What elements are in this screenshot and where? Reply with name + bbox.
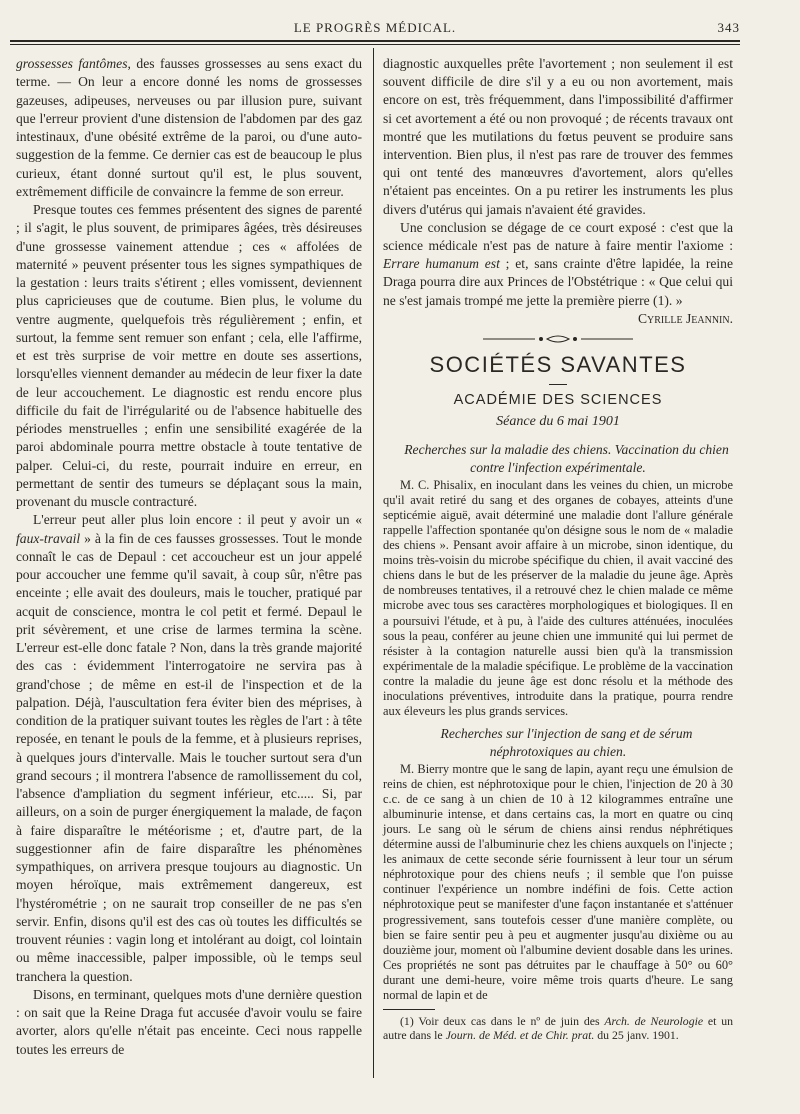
article-paragraph: diagnostic auxquelles prête l'avortement ; non seulement il est souvent difficile de dire s'il y a eu ou non avortement, mais encore on est, très fréquemment, dans l'impossibilité d'affirmer si cet avortement a été ou non provoqué ; de récents travaux ont montré que les mutilations du fœtus peuvent se produire sans intervention. Bien plus, il n'est pas rare de trouver des femmes qui ont tenté des manœuvres d'avortement, alors qu'elles n'étaient pas enceintes. On a pu retirer les instruments les plus divers d'utérus qui jamais n'avaient été gravides.	[383, 56, 733, 217]
article-paragraph: Une conclusion se dégage de ce court exposé : c'est que la science médicale n'est pas de nature à faire mentir l'axiome : Errare humanum est ; et, sans crainte d'être lapidée, la reine Draga pourra dire aux Princes de l'Obstétrique : « Que celui qui ne s'est jamais trompé me jette la première pierre (1). »	[383, 219, 733, 308]
report-subheading: Recherches sur l'injection de sang et de sérum néphrotoxiques au chien.	[440, 726, 693, 760]
journal-title: LE PROGRÈS MÉDICAL.	[293, 20, 457, 35]
report-paragraph: M. Bierry montre que le sang de lapin, ayant reçu une émulsion de reins de chien, est néphrotoxique pour le chien, l'injection de 20 à 30 c.c. de ce sang à un chien de 10 à 12 kilogrammes entraîne une albuminurie intense, et dans certains cas, la mort en quatre ou cinq jours. Le sang où le sérum de chiens ainsi rendus néphrétiques détermine aussi de l'albuminurie chez les chiens auxquels on l'injecte ; les animaux de cette seconde série fournissent à leur tour un sérum néphrotoxique pour des chiens neufs ; il semble que l'on puisse continuer l'expérience un nombre indéfini de fois. Cette action néphrotoxique peut se manifester d'une façon instantanée et s'atténuer progressivement, sans toutefois cesser d'une manière complète, ou bien se faire sentir peu à peu et augmenter jusqu'au dixième ou au douzième jour, moment où l'albumine devient dosable dans les urines. Ces propriétés ne sont pas détruites par le chauffage à 50° ou 60° durant une demi-heure, voire même trois quarts d'heure. Le sang normal de lapin et de	[383, 761, 733, 1002]
academy-heading: ACADÉMIE DES SCIENCES	[453, 392, 663, 409]
author-signature: Cyrille Jeannin.	[637, 310, 733, 326]
report-subheading: Recherches sur la maladie des chiens. Vaccination du chien contre l'infection expérimentale.	[404, 442, 729, 476]
article-paragraph: Presque toutes ces femmes présentent des signes de parenté ; il s'agit, le plus souvent, de primipares âgées, très désireuses d'une grossesse vainement attendue ; ces « affolées de maternité » peuvent présenter tous les signes sympathiques de la gestation : leurs traits s'étirent ; elles vomissent, deviennent plus capricieuses que de coutume. Bien plus, le volume du ventre augmente, quelquefois très régulièrement ; enfin, et surtout, la femme sent remuer son enfant ; cela, elle l'affirme, et est très surprise de voir mettre en doute ses assertions, lorsqu'elles viennent demander au médecin de leur fixer la date de leur accouchement. Le diagnostic est rendu encore plus difficile du fait de l'irrégularité ou de l'absence habituelle des périodes menstruelles ; enfin une sensibilité exagérée de la paroi abdominale pourra mettre obstacle à toute tentative de palper. Celui-ci, du reste, pourrait induire en erreur, en permettant de sentir des tumeurs se déplaçant sous la main, provenant du muscle contracturé.	[16, 202, 362, 509]
title-dash	[549, 384, 567, 385]
column-divider	[373, 48, 374, 1078]
footnote-rule	[383, 1009, 435, 1010]
article-paragraph: grossesses fantômes, des fausses grossesses au sens exact du terme. — On leur a encore donné les noms de grossesses gazeuses, adipeuses, nerveuses ou par illusion pure, suivant que l'erreur provient d'une distension de l'abdomen par des gaz intestinaux, d'une obésité extrême de la paroi, ou d'une auto-suggestion de la femme. Ce dernier cas est de beaucoup le plus curieux, étant donné surtout qu'il est, le plus souvent, extrêmement difficile de convaincre la femme de son erreur.	[16, 56, 362, 199]
ornament-divider	[483, 334, 633, 344]
right-column	[383, 55, 733, 1042]
page-number: 343	[717, 20, 740, 35]
article-paragraph: L'erreur peut aller plus loin encore : il peut y avoir un « faux-travail » à la fin de ces fausses grossesses. Tout le monde connaît le cas de Depaul : cet accoucheur est un jour appelé pour accoucher une femme qu'il savait, à coup sûr, n'être pas enceinte ; elle avait des douleurs, mais le toucher, pratiqué par acquit de conscience, montra le col petit et fermé. Depaul le prit sévèrement, et une crise de larmes termina la scène. L'erreur est-elle donc fatale ? Non, dans la très grande majorité des cas : évidemment l'interrogatoire ne servira pas à grand'chose ; de même en est-il de l'inspection et de la palpation. Déjà, l'auscultation fera éviter bien des méprises, à condition de la pratiquer suivant toutes les règles de l'art : à tête reposée, en tenant le pouls de la femme, et à plusieurs reprises, à quelques jours d'intervalle. Mais le toucher surtout sera d'un grand secours ; il montrera l'absence de ramollissement du col, l'absence d'ampliation du segment inférieur, etc..... Si, par ailleurs, on a soin de purger énergiquement la malade, de façon à faire disparaître le météorisme ; et, d'autre part, de la suggestionner afin de faire disparaître les phénomènes sympathiques, on arrivera presque toujours au diagnostic. Un moyen héroïque, mais extrêmement dangereux, est l'hystérométrie ; on ne saurait trop conseiller de ne pas s'en servir. Enfin, disons qu'il est des cas où toutes les difficultés se trouvent réunies : vagin long et intolérant au doigt, col lointain ou même inaccessible, palper impossible, où le temps seul tranchera la question.	[16, 512, 362, 984]
left-column	[16, 55, 362, 1059]
running-head	[10, 20, 740, 38]
section-title: SOCIÉTÉS SAVANTES	[429, 352, 687, 378]
article-paragraph: Disons, en terminant, quelques mots d'une dernière question : on sait que la Reine Draga fut accusée d'avoir voulu se faire avorter, alors qu'elle n'était pas enceinte. Ceci nous rappelle toutes les erreurs de	[16, 986, 362, 1057]
header-rule-thin	[10, 44, 740, 45]
session-date: Séance du 6 mai 1901	[496, 414, 620, 430]
header-rule	[10, 40, 740, 42]
footnote: (1) Voir deux cas dans le nº de juin des Arch. de Neurologie et un autre dans le Journ. de Méd. et de Chir. prat. du 25 janv. 1901.	[383, 1014, 733, 1043]
report-paragraph: M. C. Phisalix, en inoculant dans les veines du chien, un microbe qu'il avait retiré du sang et des organes de cobayes, atteints d'une septicémie aiguë, avait déterminé une maladie dont l'allure générale rappelle l'affection spontanée qu'on désigne sous le nom de « maladie des chiens ». Pensant avoir affaire à un microbe, sinon identique, du moins très-voisin du microbe spécifique du chien, il avait vacciné des chiens dans le but de les préserver de la maladie du jeune âge. Après de nombreuses tentatives, il a retrouvé chez le chien malade ce même microbe avec tous ses caractères morphologiques et biologiques. Il en a poursuivi l'étude, et à pu, à l'aide des cultures atténuées, inoculées sous la peau, conférer au jeune chien une immunité qui lui permet de résister à la contagion naturelle aussi bien qu'à la transmission expérimentale de la maladie spécifique. Le problème de la vaccination contre la maladie du jeune âge est donc résolu et la méthode des inoculations préventives, introduite dans la pratique, pourra rendre aux éleveurs les plus grands services.	[383, 477, 733, 719]
